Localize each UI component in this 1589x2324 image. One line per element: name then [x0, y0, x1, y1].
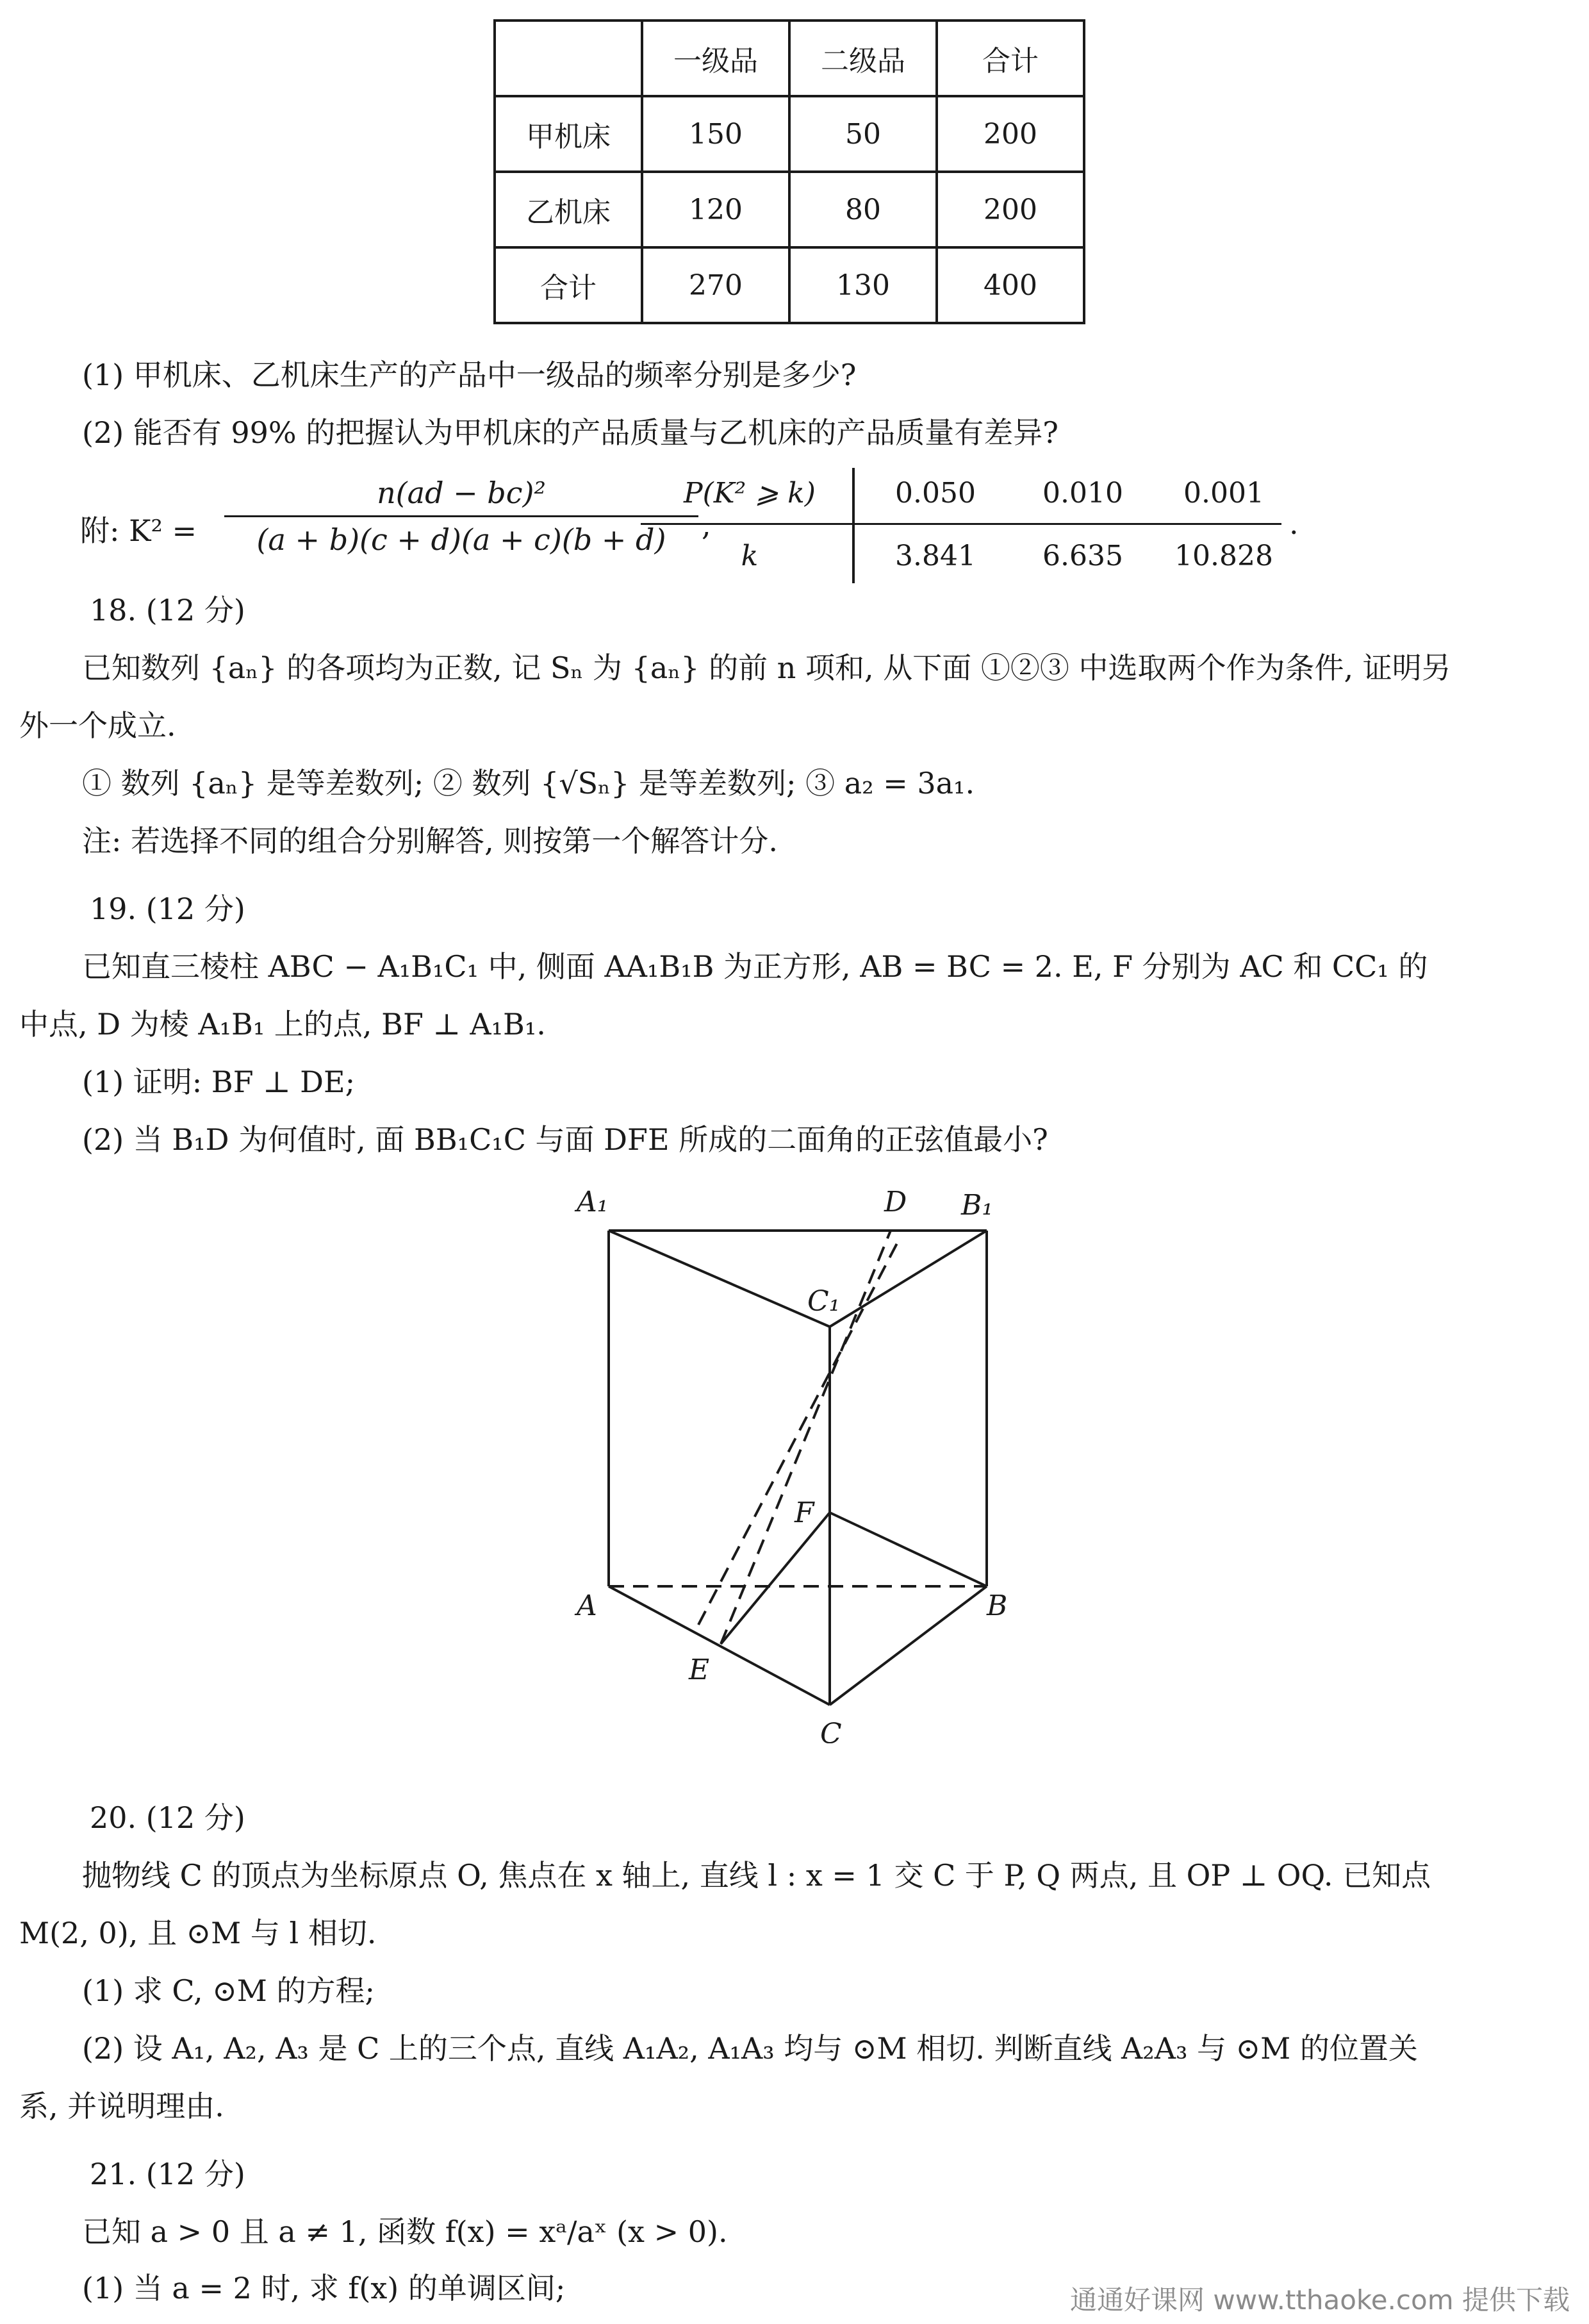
table-cell: 200 — [937, 96, 1084, 172]
table-row — [495, 96, 1084, 172]
table-cell: 合计 — [937, 21, 1084, 96]
label-A: A — [577, 1589, 597, 1622]
q19-part2: (2) 当 B₁D 为何值时, 面 BB₁C₁C 与面 DFE 所成的二面角的正弦值最小? — [82, 1122, 1048, 1157]
p-value: 0.010 — [1042, 477, 1123, 510]
q18-line3: ① 数列 {aₙ} 是等差数列; ② 数列 {√Sₙ} 是等差数列; ③ a₂ = 3a₁. — [82, 766, 975, 801]
k-value: 3.841 — [895, 540, 976, 572]
table-row — [495, 247, 1084, 323]
label-B: B — [987, 1589, 1008, 1622]
label-E: E — [689, 1654, 710, 1686]
frequency-table — [493, 19, 1085, 324]
q19-line1: 已知直三棱柱 ABC − A₁B₁C₁ 中, 侧面 AA₁B₁B 为正方形, AB = BC = 2. E, F 分别为 AC 和 CC₁ 的 — [82, 949, 1428, 984]
table-cell: 乙机床 — [495, 172, 642, 247]
table-divider-vertical — [852, 468, 855, 583]
k-value: 6.635 — [1042, 540, 1123, 572]
q20-line2: M(2, 0), 且 ⊙M 与 l 相切. — [19, 1916, 377, 1950]
k-value: 10.828 — [1174, 540, 1273, 572]
label-D: D — [884, 1186, 907, 1218]
table-cell — [495, 21, 642, 96]
q21-part1: (1) 当 a = 2 时, 求 f(x) 的单调区间; — [82, 2271, 566, 2305]
q21-line1: 已知 a > 0 且 a ≠ 1, 函数 f(x) = xᵃ/aˣ (x > 0). — [82, 2214, 728, 2249]
q18-heading: 18. (12 分) — [90, 593, 245, 627]
label-C1: C₁ — [807, 1285, 841, 1318]
q20-part2: (2) 设 A₁, A₂, A₃ 是 C 上的三个点, 直线 A₁A₂, A₁A₃ 均与 ⊙M 相切. 判断直线 A₂A₃ 与 ⊙M 的位置关 — [82, 2031, 1418, 2066]
label-F: F — [794, 1497, 814, 1529]
q20-part1: (1) 求 C, ⊙M 的方程; — [82, 1973, 375, 2008]
table-cell: 200 — [937, 172, 1084, 247]
prism-diagram — [551, 1166, 1064, 1743]
formula-end-period: . — [1289, 506, 1299, 541]
q20-line1: 抛物线 C 的顶点为坐标原点 O, 焦点在 x 轴上, 直线 l : x = 1 交 C 于 P, Q 两点, 且 OP ⊥ OQ. 已知点 — [82, 1858, 1431, 1893]
formula-label: 附: K² = — [80, 513, 197, 548]
table-cell: 270 — [642, 247, 789, 323]
q19-heading: 19. (12 分) — [90, 892, 245, 926]
label-C: C — [820, 1718, 842, 1743]
watermark-text: 通通好课网 www.tthaoke.com 提供下载 — [1070, 2284, 1570, 2316]
table-cell: 400 — [937, 247, 1084, 323]
q19-line2: 中点, D 为棱 A₁B₁ 上的点, BF ⊥ A₁B₁. — [19, 1007, 546, 1042]
table-cell: 二级品 — [789, 21, 937, 96]
table-cell: 120 — [642, 172, 789, 247]
p-value: 0.001 — [1183, 477, 1264, 510]
q17-part2: (2) 能否有 99% 的把握认为甲机床的产品质量与乙机床的产品质量有差异? — [82, 415, 1058, 450]
label-A1: A₁ — [577, 1186, 609, 1218]
table-cell: 150 — [642, 96, 789, 172]
q21-heading: 21. (12 分) — [90, 2157, 245, 2191]
q20-line5: 系, 并说明理由. — [19, 2089, 224, 2123]
formula-fraction — [224, 473, 698, 560]
q18-note: 注: 若选择不同的组合分别解答, 则按第一个解答计分. — [82, 824, 778, 858]
q19-part1: (1) 证明: BF ⊥ DE; — [82, 1065, 356, 1099]
table-cell: 一级品 — [642, 21, 789, 96]
q18-line1: 已知数列 {aₙ} 的各项均为正数, 记 Sₙ 为 {aₙ} 的前 n 项和, 从下面 ①②③ 中选取两个作为条件, 证明另 — [82, 651, 1451, 685]
q17-part1: (1) 甲机床、乙机床生产的产品中一级品的频率分别是多少? — [82, 358, 857, 392]
table-row — [495, 172, 1084, 247]
table-cell: 130 — [789, 247, 937, 323]
label-B1: B₁ — [961, 1189, 993, 1222]
table-header-row — [495, 21, 1084, 96]
table-cell: 合计 — [495, 247, 642, 323]
table-cell: 甲机床 — [495, 96, 642, 172]
fraction-bar — [224, 515, 698, 517]
table-cell: 80 — [789, 172, 937, 247]
q18-line2: 外一个成立. — [19, 708, 176, 743]
formula-denominator: (a + b)(c + d)(a + c)(b + d) — [256, 522, 666, 557]
formula-comma: , — [702, 508, 711, 542]
formula-numerator: n(ad − bc)² — [377, 476, 546, 510]
table-cell: 50 — [789, 96, 937, 172]
p-value: 0.050 — [895, 477, 976, 510]
p-row-header: P(K² ⩾ k) — [684, 477, 816, 510]
table-divider-horizontal — [641, 523, 1281, 525]
k-row-header: k — [741, 540, 759, 572]
q20-heading: 20. (12 分) — [90, 1800, 245, 1835]
